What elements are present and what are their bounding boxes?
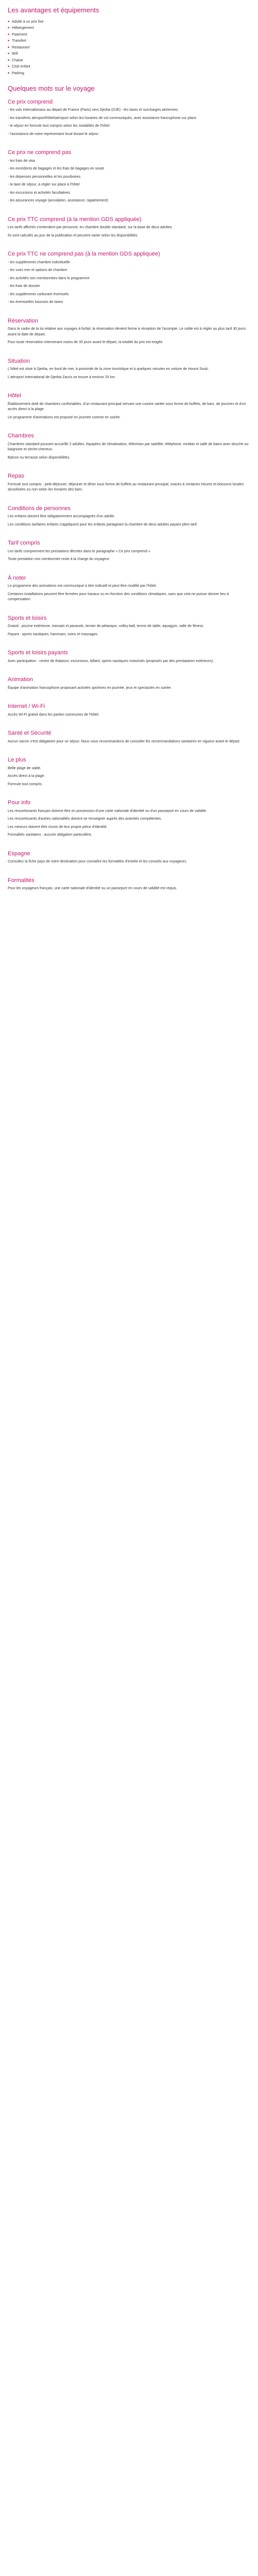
section-heading: Sports et loisirs payants [8,650,68,656]
section-paragraph: Équipe d'animation francophone proposant activités sportives en journée, jeux et spectacles en soirée. [8,686,172,690]
section-paragraph: - les suppléments carburant éventuels [8,292,69,296]
section-heading: Sports et loisirs [8,615,47,621]
faq-section [8,675,250,691]
section-heading: Ce prix TTC comprend (à la mention GDS appliquée) [8,216,142,223]
section-paragraph: Un programme d'animations est proposé en journée comme en soirée. [8,415,121,419]
section-paragraph: - les vues mer et options de chambre [8,268,68,272]
section-paragraph: - les excursions et activités facultatives [8,191,70,195]
section-heading: Animation [8,676,33,683]
faq-section [8,250,250,306]
faq-section [8,614,250,638]
advantage-item: ■ Wifi [8,52,250,57]
section-paragraph: Accès Wi-Fi gratuit dans les parties communes de l'hôtel. [8,713,100,717]
section-paragraph: - les suppléments chambre individuelle [8,260,70,264]
section-heading: Le plus [8,757,26,763]
faq-section [8,98,250,138]
section-heading: Situation [8,358,30,364]
section-paragraph: Accès direct à la plage. [8,774,45,778]
section-heading: Chambres [8,433,34,439]
section-paragraph: Consultez la fiche pays de votre destination pour connaître les formalités d'entrée et les conseils aux voyageurs. [8,860,187,863]
advantage-item: ■ Club enfant [8,64,250,70]
advantage-item: ■ Paiement [8,32,250,38]
faq-section [8,756,250,787]
section-paragraph: Pour les voyageurs français, une carte nationale d'identité ou un passeport en cours de validité est requis. [8,887,178,890]
section-paragraph: Les enfants doivent être obligatoirement accompagnés d'un adulte. [8,515,115,518]
faq-section [8,799,250,838]
section-paragraph: Ils sont calculés au jour de la publication et peuvent varier selon les disponibilités. [8,233,138,238]
faq-section [8,148,250,204]
faq-section [8,392,250,420]
faq-body [8,98,250,892]
faq-title: Quelques mots sur le voyage [8,84,95,92]
advantage-item: ■ Restaurant [8,45,250,51]
section-paragraph: - le séjour en formule tout compris selon les modalités de l'hôtel [8,124,110,128]
section-paragraph: Toute prestation non mentionnée reste à la charge du voyageur. [8,557,110,561]
section-paragraph: - les dépenses personnelles et les pourboires [8,175,80,179]
section-paragraph: - l'assistance de notre représentant local durant le séjour [8,132,99,136]
section-paragraph: - les transferts aéroport/hôtel/aéroport selon les horaires de vol communiqués, avec assistance francophone sur place [8,116,197,120]
section-paragraph: L'hôtel est situé à Djerba, en bord de mer, à proximité de la zone touristique et à quelques minutes en voiture de Houmt Souk. [8,367,209,371]
section-paragraph: Les conditions tarifaires enfants s'appliquent pour les enfants partageant la chambre de deux adultes payant plein tarif. [8,522,198,527]
faq-section [8,215,250,239]
faq-section [8,876,250,892]
section-heading: À noter [8,574,26,581]
section-paragraph: Formule tout compris : petit-déjeuner, déjeuner et dîner sous forme de buffets au restaurant principal, snacks à certaines heures et boissons locales alcoolisées ou non selon les horaires des bars. [8,482,244,492]
section-heading: Internet / Wi-Fi [8,703,45,709]
section-paragraph: Les ressortissants d'autres nationalités doivent se renseigner auprès des autorités compétentes. [8,817,162,821]
section-paragraph: Les ressortissants français doivent être en possession d'une carte nationale d'identité ou d'un passeport en cours de validité. [8,809,207,813]
section-paragraph: - la taxe de séjour, à régler sur place à l'hôtel [8,183,80,187]
section-heading: Formalités [8,877,35,884]
section-paragraph: Aucun vaccin n'est obligatoire pour ce séjour. Nous vous recommandons de consulter les recommandations sanitaires en vigueur avant le départ. [8,739,240,743]
section-paragraph: Avec participation : centre de thalasso, excursions, billard, sports nautiques motorisés (proposés par des prestataires extérieurs). [8,659,214,663]
section-heading: Conditions de personnes [8,505,71,512]
section-heading: Hôtel [8,393,21,399]
section-paragraph: Pour toute réservation intervenant moins de 30 jours avant le départ, la totalité du prix est exigée. [8,341,164,344]
section-heading: Ce prix ne comprend pas [8,149,71,156]
section-paragraph: Formalités sanitaires : aucune obligation particulière. [8,833,92,837]
faq-section [8,702,250,718]
section-heading: Repas [8,473,24,479]
section-heading: Réservation [8,317,38,324]
section-paragraph: Gratuit : piscine extérieure, transats et parasols, terrain de pétanque, volley-ball, tennis de table, aquagym, salle de fitness. [8,624,204,628]
faq-section [8,649,250,664]
faq-section [8,539,250,563]
section-heading: Ce prix comprend [8,98,53,105]
faq-section [8,432,250,461]
advantage-item: ■ Parking [8,71,250,77]
section-paragraph: - les excédents de bagages et les frais de bagages en soute [8,167,104,171]
section-paragraph: Balcon ou terrasse selon disponibilités. [8,455,71,460]
section-heading: Ce prix TTC ne comprend pas (à la mention GDS appliquée) [8,251,160,257]
section-paragraph: - les vols internationaux au départ de France (Paris) vers Djerba (DJE) - les taxes et surcharges aériennes [8,108,178,112]
section-paragraph: Le programme des animations est communiqué à titre indicatif et peut être modifié par l'hôtel. [8,584,157,588]
section-paragraph: - les assurances voyage (annulation, assistance, rapatriement) [8,199,108,202]
section-paragraph: Les tarifs affichés s'entendent par personne, en chambre double standard, sur la base de deux adultes. [8,226,173,229]
section-paragraph: - les éventuelles hausses de taxes [8,300,63,304]
section-paragraph: Les mineurs doivent être munis de leur propre pièce d'identité. [8,825,108,829]
section-heading: Pour info [8,800,31,806]
section-paragraph: Dans le cadre de la loi relative aux voyages à forfait, la réservation devient ferme à réception de l'acompte. Le solde est à régler au plus tard 30 jours avant la date de départ. [8,327,246,336]
section-paragraph: Chambres standard pouvant accueillir 2 adultes, équipées de climatisation, télévision par satellite, téléphone, minibar et salle de bains avec douche ou baignoire et sèche-cheveux. [8,442,249,451]
section-heading: Santé et Sécurité [8,730,52,736]
section-paragraph: - les frais de dossier [8,284,40,288]
section-paragraph: Payant : sports nautiques, hammam, soins et massages. [8,632,99,636]
section-paragraph: L'aéroport international de Djerba-Zarzis se trouve à environ 25 km. [8,375,116,379]
faq-section [8,729,250,744]
section-heading: Tarif compris [8,540,40,546]
faq-section [8,472,250,493]
section-paragraph: - les activités non mentionnées dans le programme [8,276,90,280]
faq-section [8,317,250,346]
advantage-item: ■ Hébergement [8,26,250,31]
section-paragraph: Certaines installations peuvent être fermées pour travaux ou en fonction des conditions climatiques, sans que cela ne puisse donner lieu à compensation. [8,592,229,601]
section-paragraph: Belle plage de sable. [8,766,41,770]
advantage-item: ■ Transfert [8,39,250,44]
page [0,0,258,905]
section-paragraph: Formule tout compris. [8,782,43,786]
section-paragraph: Établissement doté de chambres confortables, d'un restaurant principal servant une cuisine variée sous forme de buffets, de bars, de piscines et d'un accès direct à la plage. [8,402,246,411]
faq-section [8,850,250,865]
section-heading: Espagne [8,850,30,857]
section-paragraph: Les tarifs comprennent les prestations décrites dans le paragraphe « Ce prix comprend ». [8,549,151,553]
advantage-item: ■ Adulte à un prix fixe [8,20,250,25]
faq-section [8,357,250,381]
advantages-list [8,20,250,77]
faq-section [8,574,250,603]
advantages-title: Les avantages et équipements [8,6,100,14]
section-paragraph: - les frais de visa [8,159,35,163]
advantage-item: ■ Chaise [8,58,250,64]
faq-section [8,504,250,528]
